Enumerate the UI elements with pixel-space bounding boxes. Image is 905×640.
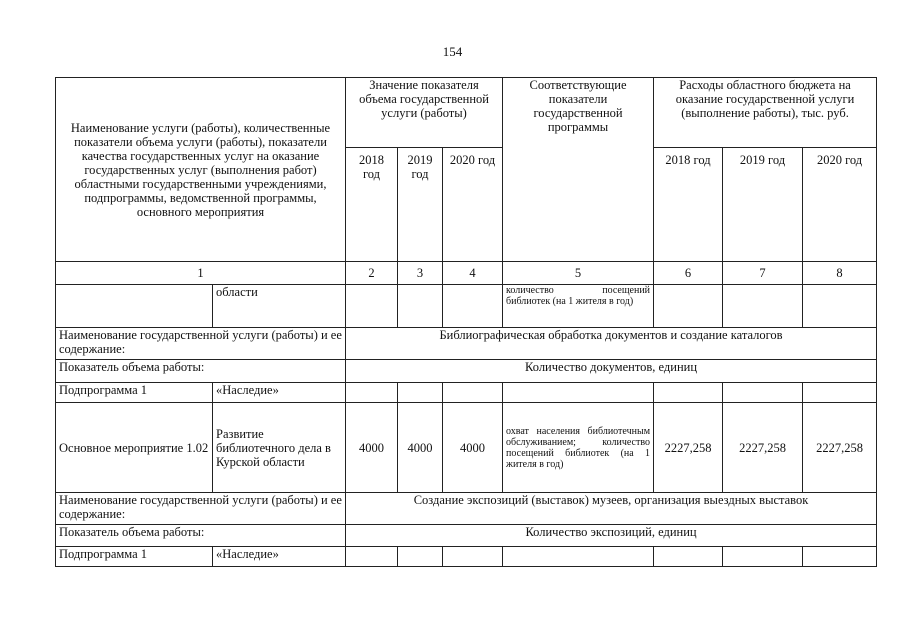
header-name: Наименование услуги (работы), количественные показатели объема услуги (работы), показатели качества государственных услуг на оказание государственных услуг (выполнения работ) областными государственными учреждениями, подпрограммы, ведомственной программы, основного мероприятия (70, 120, 331, 219)
header-budget-cell (654, 78, 877, 148)
event-label: Основное мероприятие 1.02 (56, 403, 213, 493)
subprogram-label: Подпрограмма 1 (56, 547, 213, 567)
col-number-3: 3 (398, 262, 443, 285)
page-number: 154 (442, 44, 463, 59)
subprogram-name: «Наследие» (213, 383, 346, 403)
event-indicator: охват населения библиотечным обслуживанием; количество посещений библиотек (на 1 жителя в год) (503, 403, 654, 493)
header-year-value-2018: 2018 год (346, 148, 398, 262)
event-value-2018: 4000 (346, 403, 398, 493)
event-value-2019: 4000 (398, 403, 443, 493)
volume-label: Показатель объема работы: (56, 360, 346, 383)
col-number-8: 8 (803, 262, 877, 285)
header-year-budget-2020: 2020 год (803, 148, 877, 262)
header-program-cell (503, 78, 654, 262)
header-program: Соответствующие показатели государственной программы (529, 78, 627, 134)
volume-value: Количество экспозиций, единиц (346, 525, 877, 547)
col-number-6: 6 (654, 262, 723, 285)
header-year-value-2019: 2019 год (398, 148, 443, 262)
header-name-cell (56, 78, 346, 262)
col-number-1: 1 (56, 262, 346, 285)
header-year-budget-2018: 2018 год (654, 148, 723, 262)
budget-table (55, 77, 877, 567)
col-number-2: 2 (346, 262, 398, 285)
service-value: Создание экспозиций (выставок) музеев, организация выездных выставок (346, 493, 877, 525)
subprogram-label: Подпрограмма 1 (56, 383, 213, 403)
cont-indicator: количество посещений библиотек (на 1 жителя в год) (503, 285, 654, 328)
service-value: Библиографическая обработка документов и создание каталогов (346, 328, 877, 360)
event-budget-2018: 2227,258 (654, 403, 723, 493)
event-value-2020: 4000 (443, 403, 503, 493)
event-budget-2019: 2227,258 (723, 403, 803, 493)
col-number-4: 4 (443, 262, 503, 285)
event-budget-2020: 2227,258 (803, 403, 877, 493)
header-budget: Расходы областного бюджета на оказание государственной услуги (выполнение работы), тыс. руб. (675, 78, 855, 120)
service-label: Наименование государственной услуги (работы) и ее содержание: (56, 328, 346, 360)
volume-value: Количество документов, единиц (346, 360, 877, 383)
col-number-7: 7 (723, 262, 803, 285)
header-year-value-2020: 2020 год (443, 148, 503, 262)
cont-name: области (213, 285, 346, 328)
service-label: Наименование государственной услуги (работы) и ее содержание: (56, 493, 346, 525)
header-year-budget-2019: 2019 год (723, 148, 803, 262)
col-number-5: 5 (503, 262, 654, 285)
header-value-cell (346, 78, 503, 148)
header-value: Значение показателя объема государственной услуги (работы) (359, 78, 489, 120)
event-name: Развитие библиотечного дела в Курской области (213, 403, 346, 493)
subprogram-name: «Наследие» (213, 547, 346, 567)
volume-label: Показатель объема работы: (56, 525, 346, 547)
cont-empty-cell (56, 285, 213, 328)
